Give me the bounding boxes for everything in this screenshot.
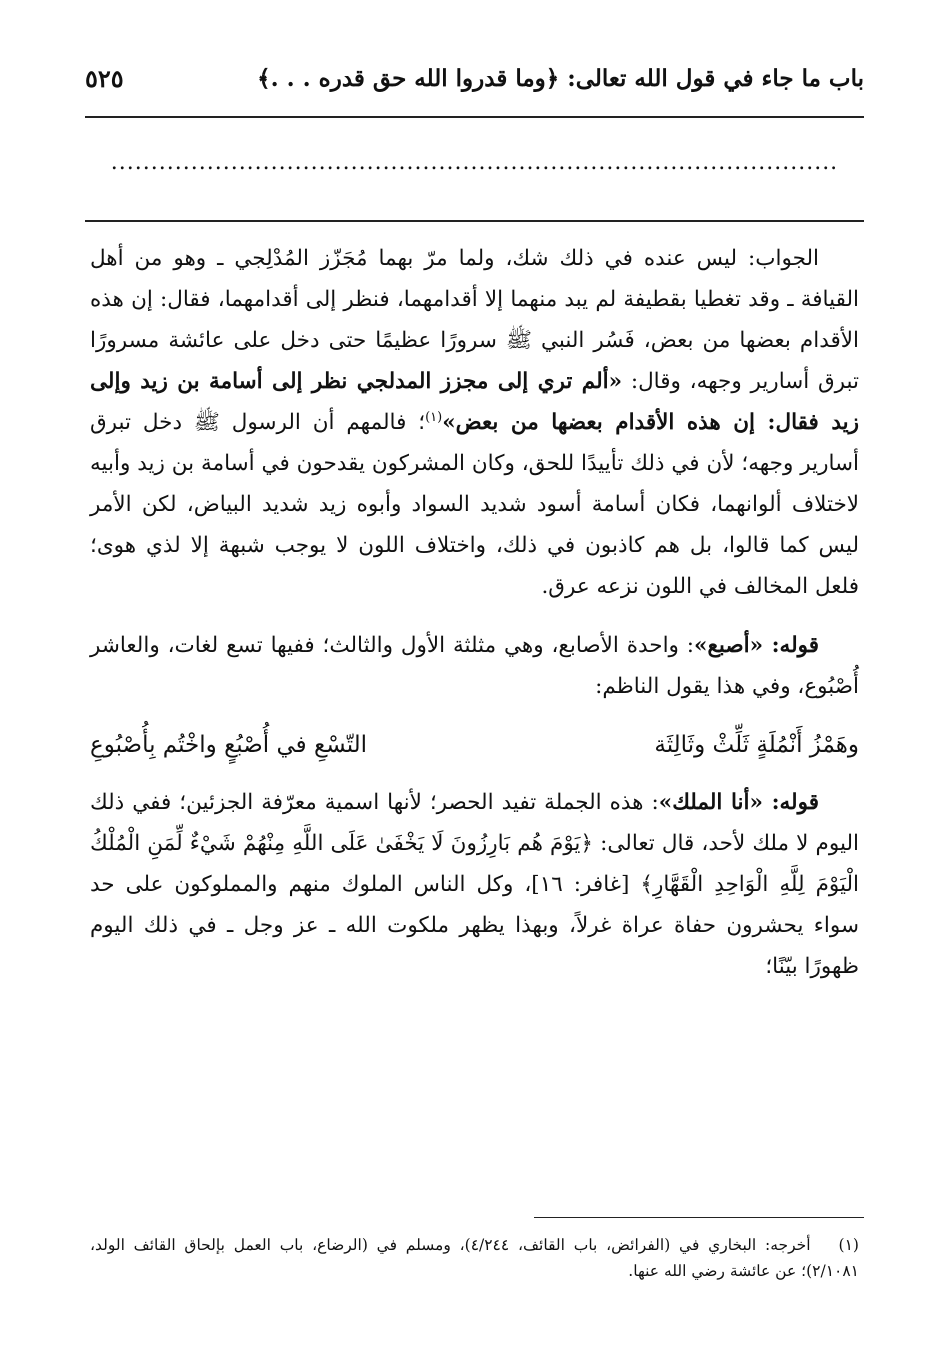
dotted-separator: ........................................................................................... — [110, 150, 839, 175]
paragraph-answer — [90, 238, 859, 607]
verse-second-hemistich: التّسْعِ في أُصْبُعٍ واخْتُم بِأُصْبُوعِ — [90, 732, 368, 758]
running-header — [85, 58, 864, 98]
king-text: : هذه الجملة تفيد الحصر؛ لأنها اسمية معرّفة الجزئين؛ ففي ذلك اليوم لا ملك لأحد، قال تعالى: ﴿يَوْمَ هُم بَارِزُونَ لَا يَخْفَىٰ عَلَى اللَّهِ مِنْهُمْ شَيْءٌ لِّمَنِ الْمُلْكُ الْيَوْمَ لِلَّهِ الْوَاحِدِ الْقَهَّارِ﴾ [غافر: ١٦]، وكل الناس الملوك منهم والمملوكون على حد سواء يحشرون حفاة عراة غرلاً، وبهذا يظهر ملكوت الله ـ عز وجل ـ في ذلك اليوم ظهورًا بيّنًا؛ — [90, 790, 860, 979]
answer-text-start: الجواب: ليس عنده في ذلك شك، ولما مرّ بهما مُجَزّز المُدْلِجي ـ وهو من أهل القيافة ـ وقد تغطيا بقطيفة لم يبد منهما إلا أقدامهما، فنظر إلى أقدامهما، فقال: إن هذه الأقدام بعضها من بعض، فَسُر النبي ﷺ سرورًا عظيمًا حتى دخل على عائشة مسرورًا تبرق أسارير وجهه، وقال: — [90, 246, 860, 394]
term-label: قوله: «أنا الملك» — [658, 790, 819, 815]
footnote-number: (١) — [838, 1236, 859, 1254]
footnote-text: أخرجه: البخاري في (الفرائض، باب القائف، ٤/٢٤٤)، ومسلم في (الرضاع، باب العمل بإلحاق القائف الولد، ٢/١٠٨١)؛ عن عائشة رضي الله عنها. — [90, 1236, 859, 1280]
finger-text: : واحدة الأصابع، وهي مثلثة الأول والثالث؛ ففيها تسع لغات، والعاشر أُصْبُوع، وفي هذا يقول الناظم: — [90, 633, 859, 699]
hadith-quote: «ألم تري إلى مجزز المدلجي نظر إلى أسامة بن زيد وإلى زيد فقال: إن هذه الأقدام بعضها من بعض» — [90, 369, 859, 435]
footnote — [90, 1232, 859, 1284]
paragraph-finger — [90, 625, 859, 707]
poetry-verse — [90, 725, 859, 766]
main-text — [90, 238, 859, 987]
footnote-rule — [534, 1217, 864, 1218]
header-rule — [85, 116, 864, 118]
body-top-rule — [85, 220, 864, 222]
paragraph-king — [90, 782, 859, 987]
chapter-title: باب ما جاء في قول الله تعالى: ﴿وما قدروا الله حق قدره . . .﴾ — [257, 64, 864, 92]
term-label: قوله: «أصبع» — [694, 633, 819, 658]
answer-text-end: ؛ فالمهم أن الرسول ﷺ دخل تبرق أسارير وجهه؛ لأن في ذلك تأييدًا للحق، وكان المشركون يقدحون في أسامة بن زيد وأبيه لاختلاف ألوانهما، فكان أسامة أسود شديد السواد وأبوه زيد شديد البياض، لكن الأمر ليس كما قالوا، بل هم كاذبون في ذلك، واختلاف اللون لا يوجب شبهة إلا لذي هوى؛ فلعل المخالف في اللون نزعه عرق. — [90, 410, 859, 599]
page-number: ٥٢٥ — [85, 63, 124, 93]
footnote-ref: (١) — [425, 409, 443, 425]
verse-first-hemistich: وهَمْزُ أَنْمُلَةٍ ثَلِّثْ وثَالِثَة — [654, 732, 859, 758]
